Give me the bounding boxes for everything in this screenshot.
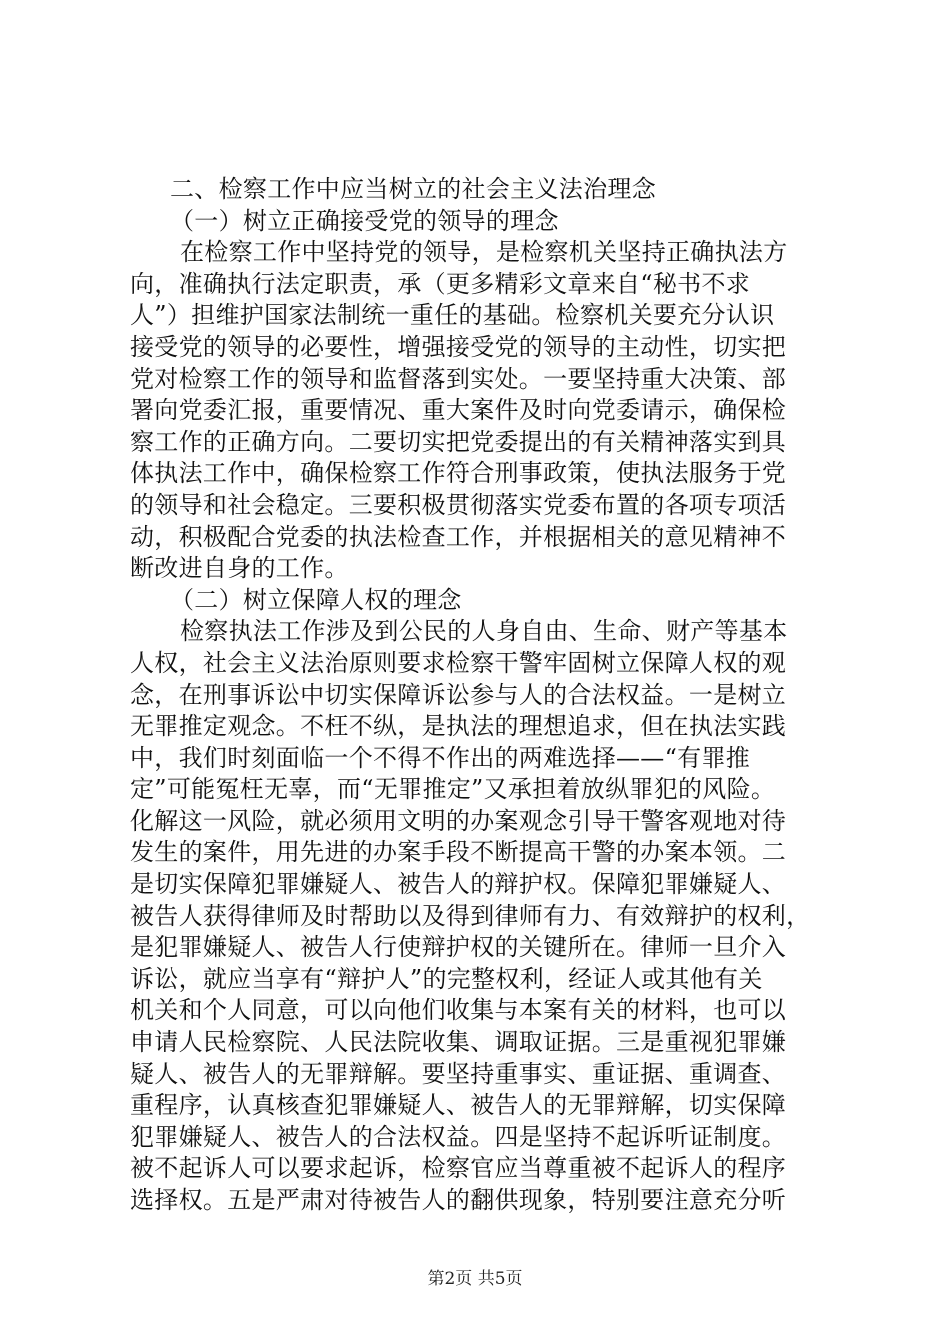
paragraph-line: 体执法工作中，确保检察工作符合刑事政策，使执法服务于党 [130,459,787,488]
paragraph-line: 向，准确执行法定职责，承（更多精彩文章来自“秘书不求 [130,269,751,298]
paragraph-line: 的领导和社会稳定。三要积极贯彻落实党委布置的各项专项活 [130,490,787,519]
page-number-footer: 第2页 共5页 [427,1269,523,1289]
document-body [130,174,830,1217]
paragraph-line: 疑人、被告人的无罪辩解。要坚持重事实、重证据、重调查、 [130,1059,787,1088]
paragraph-line: 诉讼，就应当享有“辩护人”的完整权利，经证人或其他有关 [130,964,763,993]
paragraph-line: 检察执法工作涉及到公民的人身自由、生命、财产等基本 [180,617,788,646]
paragraph-line: 发生的案件，用先进的办案手段不断提高干警的办案本领。二 [130,838,787,867]
paragraph-line: 重程序，认真核查犯罪嫌疑人、被告人的无罪辩解，切实保障 [130,1091,787,1120]
paragraph-line: 定”可能冤枉无辜，而“无罪推定”又承担着放纵罪犯的风险。 [130,775,776,804]
paragraph-line: 察工作的正确方向。二要切实把党委提出的有关精神落实到具 [130,427,787,456]
paragraph-line: 选择权。五是严肃对待被告人的翻供现象，特别要注意充分听 [130,1186,787,1214]
paragraph-line: 无罪推定观念。不枉不纵，是执法的理想追求，但在执法实践 [130,712,787,741]
paragraph-line: 人”）担维护国家法制统一重任的基础。检察机关要充分认识 [130,301,775,330]
paragraph-line: 动，积极配合党委的执法检查工作，并根据相关的意见精神不 [130,522,787,551]
paragraph-line: 念，在刑事诉讼中切实保障诉讼参与人的合法权益。一是树立 [130,680,787,709]
paragraph-line: 在检察工作中坚持党的领导，是检察机关坚持正确执法方 [180,238,788,267]
paragraph-line: 署向党委汇报，重要情况、重大案件及时向党委请示，确保检 [130,396,787,425]
paragraph-line: 机关和个人同意，可以向他们收集与本案有关的材料，也可以 [130,996,787,1025]
paragraph-line: 是犯罪嫌疑人、被告人行使辩护权的关键所在。律师一旦介入 [130,933,787,962]
subsection-heading-1: （一）树立正确接受党的领导的理念 [170,206,559,235]
paragraph-line: 化解这一风险，就必须用文明的办案观念引导干警客观地对待 [130,806,787,835]
paragraph-line: 人权，社会主义法治原则要求检察干警牢固树立保障人权的观 [130,648,787,677]
paragraph-line: 申请人民检察院、人民法院收集、调取证据。三是重视犯罪嫌 [130,1028,787,1057]
paragraph-line: 是切实保障犯罪嫌疑人、被告人的辩护权。保障犯罪嫌疑人、 [130,870,787,899]
section-heading: 二、检察工作中应当树立的社会主义法治理念 [170,175,656,203]
paragraph-line: 中，我们时刻面临一个不得不作出的两难选择——“有罪推 [130,743,751,772]
paragraph-line: 犯罪嫌疑人、被告人的合法权益。四是坚持不起诉听证制度。 [130,1122,787,1151]
paragraph-line: 断改进自身的工作。 [130,554,349,583]
paragraph-line: 被不起诉人可以要求起诉，检察官应当尊重被不起诉人的程序 [130,1154,787,1183]
paragraph-line: 党对检察工作的领导和监督落到实处。一要坚持重大决策、部 [130,364,787,393]
subsection-heading-2: （二）树立保障人权的理念 [170,585,462,614]
paragraph-line: 接受党的领导的必要性，增强接受党的领导的主动性，切实把 [130,332,787,361]
paragraph-line: 被告人获得律师及时帮助以及得到律师有力、有效辩护的权利， [130,901,811,930]
